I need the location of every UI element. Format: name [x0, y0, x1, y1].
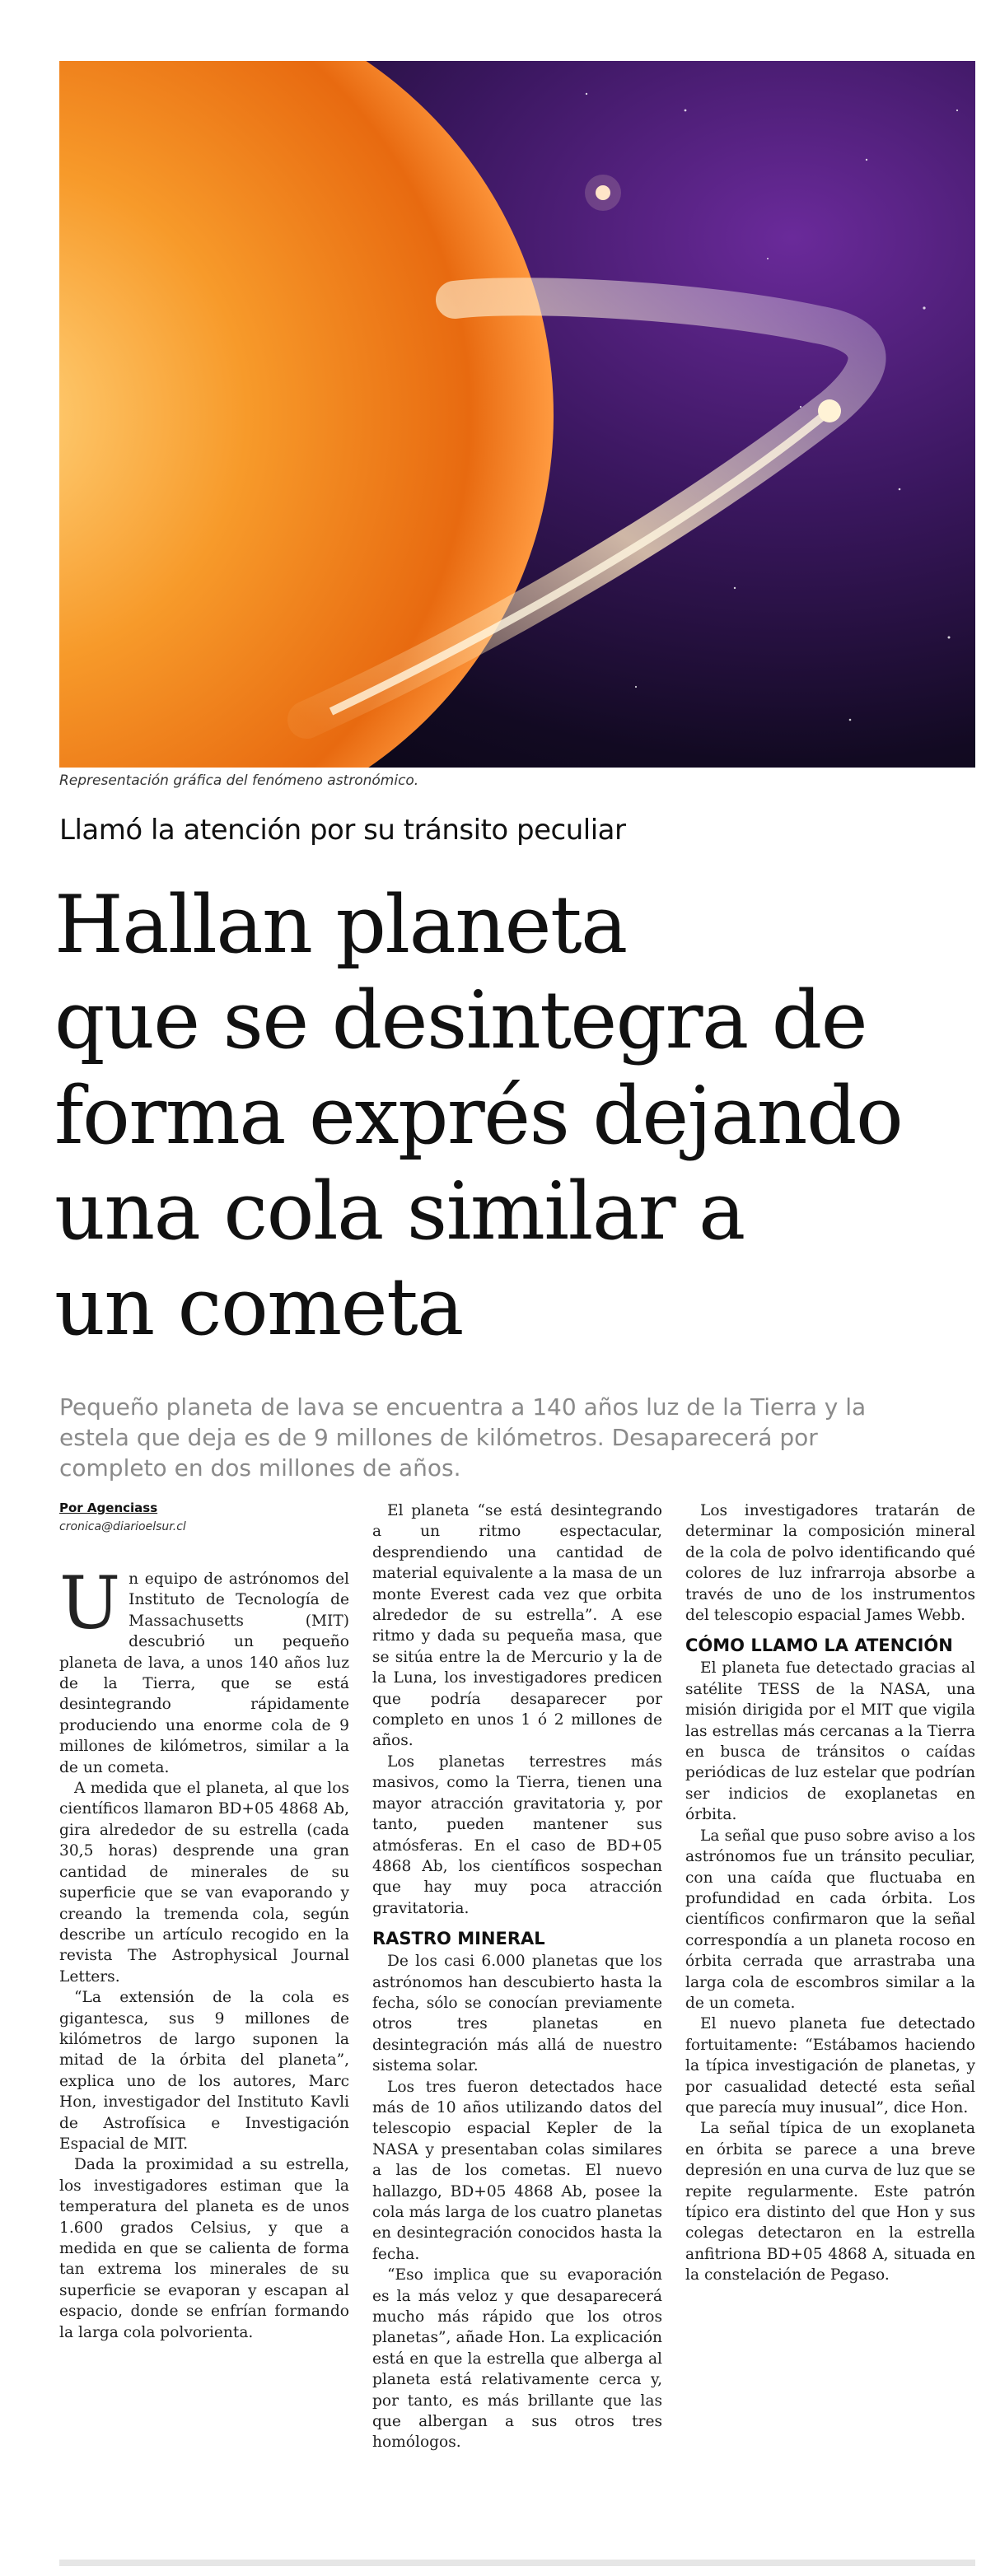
body-paragraph: Dada la proximidad a su estrella, los investigadores estiman que la temperatura del planeta es de unos 1.600 grados Celsius, y que a medida en que se calienta de forma tan extrema los minerales de su superficie se evaporan y escapan al espacio, donde se enfrían formando la larga cola polvorienta. [59, 2156, 349, 2341]
image-caption: Representación gráfica del fenómeno astronómico. [59, 772, 419, 789]
body-paragraph: “La extensión de la cola es gigantesca, sus 9 millones de kilómetros de largo suponen la mitad de la órbita del planeta”, explica uno de los autores, Marc Hon, investigador del Instituto Kavli de Astrofísica e Investigación Espacial de MIT. [59, 1989, 349, 2153]
headline [54, 877, 977, 1355]
subheadline [59, 1392, 974, 1483]
body-paragraph: El planeta “se está desintegrando a un ritmo espectacular, desprendiendo una cantidad de material equivalente a la masa de un monte Everest cada vez que orbita alrededor de su estrella”. A ese ritmo y dada su pequeña masa, que se sitúa entre la de Mercurio y la de la Luna, los investigadores predicen que podría desaparecer por completo en unos 1 ó 2 millones de años. [372, 1502, 662, 1750]
body-paragraph: Un equipo de astrónomos del Instituto de Tecnología de Massachusetts (MIT) descubrió un pequeño planeta de lava, a unos 140 años luz de la Tierra, que se está desintegrando rápidamente produciendo una enorme cola de 9 millones de kilómetros, similar a la de un cometa. [59, 1561, 349, 1776]
bottom-rule [59, 2560, 975, 2566]
headline-line: forma exprés dejando [54, 1070, 903, 1162]
body-paragraph: Los planetas terrestres más masivos, como la Tierra, tienen una mayor atracción gravitatoria y, por tanto, pueden mantener sus atmósferas. En el caso de BD+05 4868 Ab, los científicos sospechan que hay muy poca atracción gravitatoria. [372, 1752, 662, 1917]
headline-line: una cola similar a [54, 1165, 745, 1258]
body-paragraph: La señal típica de un exoplaneta en órbita se parece a una breve depresión en una curva de luz que se repite regularmente. Este patrón típico era distinto del que Hon y sus colegas detectaron en la estrella anfitriona BD+05 4868 A, situada en la constelación de Pegaso. [685, 2120, 975, 2284]
body-column-1 [59, 1561, 349, 2343]
illustration-planet-tail [59, 61, 975, 768]
subhead-line: completo en dos millones de años. [59, 1454, 461, 1482]
star-sun [59, 61, 554, 768]
subhead-line: estela que deja es de 9 millones de kilómetros. Desaparecerá por [59, 1424, 818, 1451]
drop-cap: U [59, 1561, 121, 1645]
headline-line: que se desintegra de [54, 974, 867, 1066]
kicker: Llamó la atención por su tránsito peculiar [59, 814, 626, 847]
subhead-line: Pequeño planeta de lava se encuentra a 140 años luz de la Tierra y la [59, 1393, 867, 1421]
body-paragraph: La señal que puso sobre aviso a los astrónomos fue un tránsito peculiar, con una caída que fluctuaba en profundidad en cada órbita. Los científicos confirmaron que la señal correspondía a un planeta rocoso en órbita cerrada que arrastraba una larga cola de escombros similar a la de un cometa. [685, 1827, 975, 2012]
body-paragraph: El planeta fue detectado gracias al satélite TESS de la NASA, una misión dirigida por el MIT que vigila las estrellas más cercanas a la Tierra en busca de tránsitos o caídas periódicas de luz estelar que podrían ser indicios de exoplanetas en órbita. [685, 1659, 975, 1824]
planet [818, 399, 841, 422]
section-heading: CÓMO LLAMO LA ATENCIÓN [685, 1636, 953, 1656]
body-paragraph: Los tres fueron detectados hace más de 10 años utilizando datos del telescopio espacial Kepler de la NASA y presentaban colas similares a las de los cometas. El nuevo hallazgo, BD+05 4868 Ab, posee la cola más larga de los cuatro planetas en desintegración conocidos hasta la fecha. [372, 2078, 662, 2263]
byline: Por Agenciass [59, 1500, 158, 1515]
body-column-3 [685, 1500, 975, 2286]
section-heading: RASTRO MINERAL [372, 1929, 545, 1949]
headline-line: Hallan planeta [54, 879, 627, 971]
body-column-2 [372, 1500, 662, 2453]
headline-line: un cometa [54, 1261, 463, 1353]
body-paragraph: Los investigadores tratarán de determinar la composición mineral de la cola de polvo identificando qué colores de luz infrarroja absorbe a través de uno de los instrumentos del telescopio espacial James Webb. [685, 1502, 975, 1625]
body-paragraph: “Eso implica que su evaporación es la más veloz y que desaparecerá mucho más rápido que los otros planetas”, añade Hon. La explicación está en que la estrella que alberga al planeta está relativamente cerca y, por tanto, es más brillante que las que albergan a sus otros tres homólogos. [372, 2266, 662, 2452]
stars [586, 93, 958, 721]
body-paragraph: El nuevo planeta fue detectado fortuitamente: “Estábamos haciendo la típica investigación de planetas, y por casualidad detecté esta señal que parecía muy inusual”, dice Hon. [685, 2015, 975, 2116]
author-email: cronica@diarioelsur.cl [59, 1520, 186, 1533]
body-paragraph: De los casi 6.000 planetas que los astrónomos han descubierto hasta la fecha, sólo se conocían previamente otros tres planetas en desintegración más allá de nuestro sistema solar. [372, 1953, 662, 2075]
body-paragraph: A medida que el planeta, al que los científicos llamaron BD+05 4868 Ab, gira alrededor de su estrella (cada 30,5 horas) desprende una gran cantidad de minerales de su superficie que se van evaporando y creando la tremenda cola, según describe un artículo recogido en la revista The Astrophysical Journal Letters. [59, 1780, 349, 1986]
